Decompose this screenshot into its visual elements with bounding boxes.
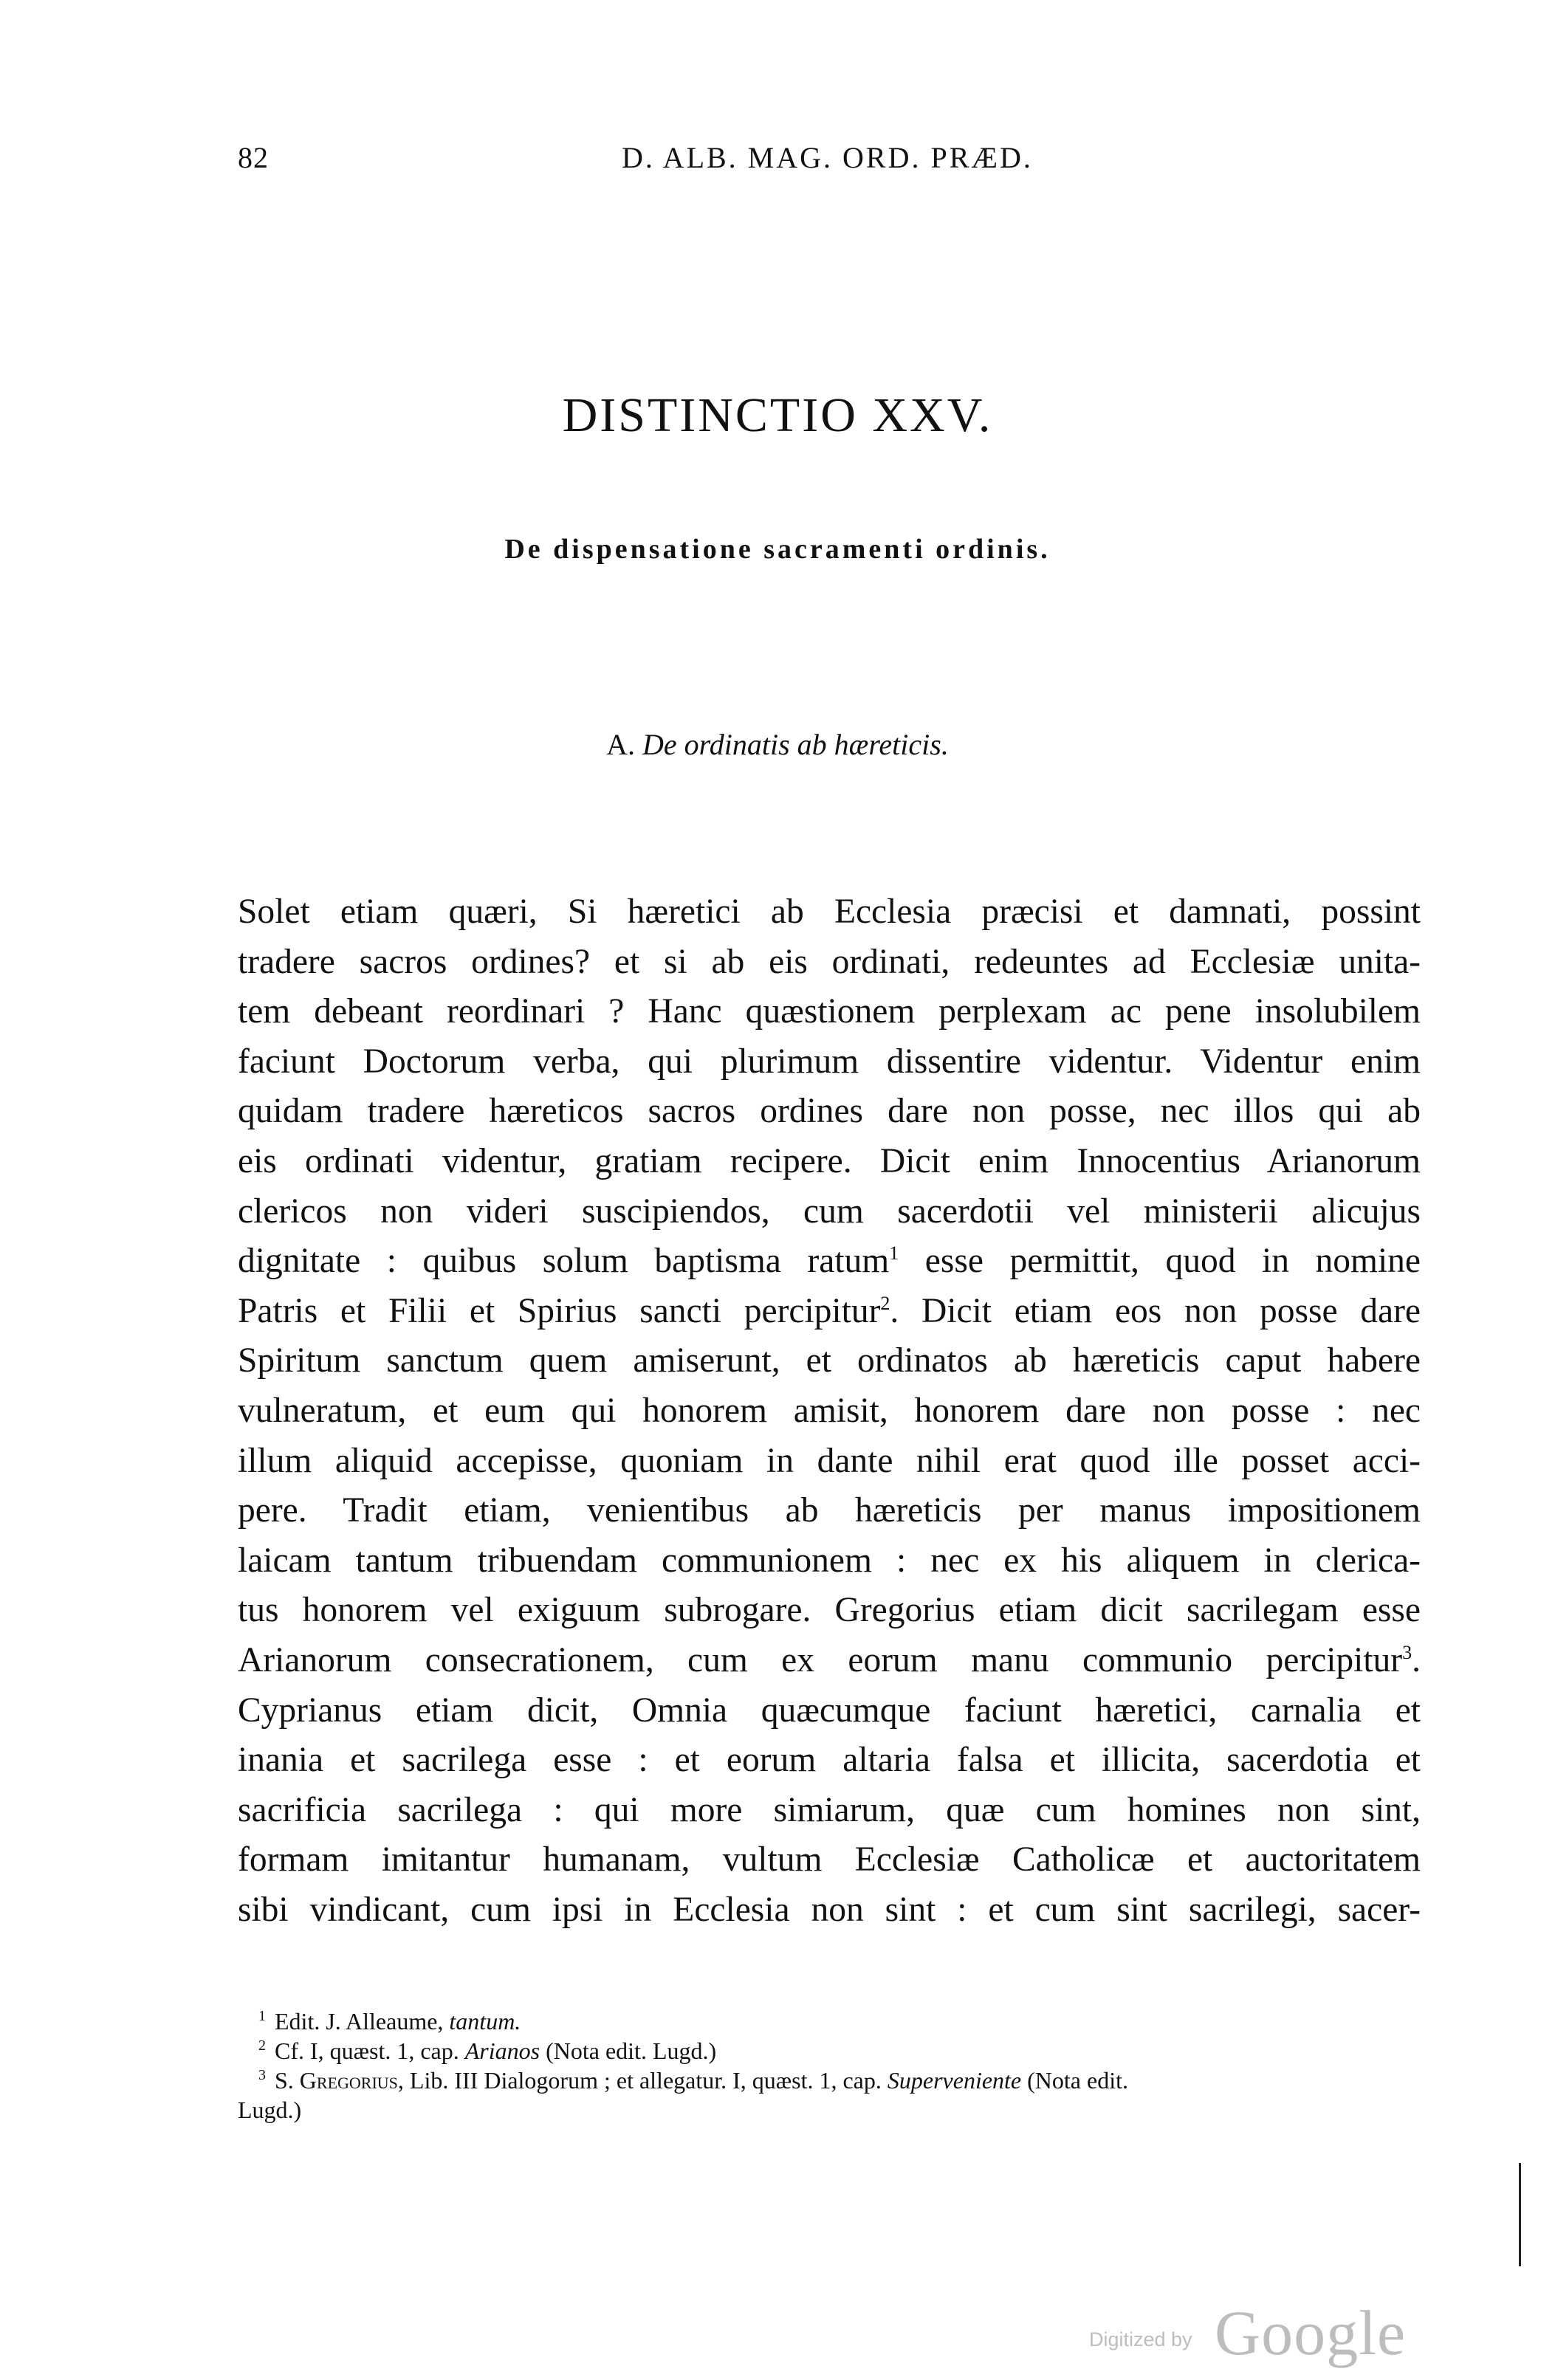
chapter-subtitle: De dispensatione sacramenti ordinis.	[504, 534, 1051, 565]
text-line: clericos non videri suscipiendos, cum sacerdotii vel ministerii alicujus	[238, 1191, 1421, 1231]
footnote-1	[238, 2006, 1421, 2036]
text-line: inania et sacrilega esse : et eorum altaria falsa et illicita, sacerdotia et	[238, 1741, 1421, 1780]
text-line: pere. Tradit etiam, venientibus ab hæreticis per manus impositionem	[238, 1491, 1421, 1530]
text-line: eis ordinati videntur, gratiam recipere. Dicit enim Innocentius Arianorum	[238, 1141, 1421, 1180]
footnote-text: Cf. I, quæst. 1, cap.	[275, 2037, 465, 2064]
scan-edge-mark	[1519, 2163, 1521, 2266]
text-segment: Patris et Filii et Spirius sancti percipitur	[238, 1291, 881, 1330]
text-line: illum aliquid accepisse, quoniam in dante nihil erat quod ille posset acci-	[238, 1441, 1421, 1480]
digitization-watermark	[1089, 2296, 1407, 2368]
footnotes	[238, 2006, 1421, 2125]
text-segment: Arianorum consecrationem, cum ex eorum manu communio percipitur	[238, 1640, 1403, 1679]
text-segment: dignitate : quibus solum baptisma ratum	[238, 1242, 890, 1281]
text-segment: . Dicit etiam eos non posse dare	[890, 1291, 1421, 1330]
watermark-prefix: Digitized by	[1089, 2328, 1192, 2350]
section-title: De ordinatis ab hæreticis.	[642, 728, 949, 761]
section-letter: A.	[606, 728, 636, 761]
text-line	[238, 1237, 1421, 1287]
running-title: D. ALB. MAG. ORD. PRÆD.	[622, 141, 1033, 174]
footnote-italic: tantum.	[449, 2008, 521, 2035]
section-heading	[0, 727, 1555, 762]
text-line	[238, 1287, 1421, 1337]
footnote-text: S.	[275, 2067, 300, 2094]
text-line: tradere sacros ordines? et si ab eis ordinati, redeuntes ad Ecclesiæ unita-	[238, 942, 1421, 981]
text-line: laicam tantum tribuendam communionem : nec ex his aliquem in clerica-	[238, 1541, 1421, 1580]
footnote-text: Edit. J. Alleaume,	[275, 2008, 450, 2035]
running-head	[238, 140, 1444, 185]
google-logo: Google	[1215, 2297, 1407, 2368]
footnote-3	[238, 2066, 1421, 2095]
body-text	[238, 887, 1421, 1935]
text-line	[238, 1636, 1421, 1686]
footnote-italic: Superveniente	[887, 2067, 1022, 2094]
footnote-text: (Nota edit.	[1021, 2067, 1128, 2094]
text-line: faciunt Doctorum verba, qui plurimum dissentire videntur. Videntur enim	[238, 1042, 1421, 1081]
footnote-3-continuation: Lugd.)	[238, 2097, 302, 2123]
footnote-mark: 2	[258, 2037, 266, 2054]
text-line: Cyprianus etiam dicit, Omnia quæcumque faciunt hæretici, carnalia et	[238, 1691, 1421, 1730]
note-reference: 2	[880, 1292, 890, 1314]
text-segment: .	[1412, 1640, 1421, 1679]
footnote-2	[238, 2036, 1421, 2066]
text-segment: esse permittit, quod in nomine	[924, 1242, 1421, 1281]
footnote-mark: 1	[258, 2008, 266, 2025]
text-line: sacrificia sacrilega : qui more simiarum, quæ cum homines non sint,	[238, 1790, 1421, 1829]
footnote-author: Gregorius	[299, 2067, 398, 2094]
text-line: quidam tradere hæreticos sacros ordines dare non posse, nec illos qui ab	[238, 1092, 1421, 1131]
note-reference: 1	[889, 1242, 899, 1265]
text-line: tem debeant reordinari ? Hanc quæstionem perplexam ac pene insolubilem	[238, 992, 1421, 1031]
footnote-italic: Arianos	[464, 2037, 540, 2064]
text-line: Solet etiam quæri, Si hæretici ab Ecclesia præcisi et damnati, possint	[238, 892, 1421, 931]
note-reference: 3	[1402, 1642, 1412, 1664]
text-line: Spiritum sanctum quem amiserunt, et ordinatos ab hæreticis caput habere	[238, 1341, 1421, 1380]
footnote-mark: 3	[258, 2067, 266, 2084]
text-line: formam imitantur humanam, vultum Ecclesiæ Catholicæ et auctoritatem	[238, 1840, 1421, 1879]
text-line: tus honorem vel exiguum subrogare. Gregorius etiam dicit sacrilegam esse	[238, 1591, 1421, 1630]
page-number: 82	[238, 141, 269, 174]
text-line: sibi vindicant, cum ipsi in Ecclesia non sint : et cum sint sacrilegi, sacer-	[238, 1890, 1421, 1929]
footnote-text: , Lib. III Dialogorum ; et allegatur. I, quæst. 1, cap.	[397, 2067, 888, 2094]
footnote-text: (Nota edit. Lugd.)	[540, 2037, 717, 2064]
text-line: vulneratum, et eum qui honorem amisit, honorem dare non posse : nec	[238, 1391, 1421, 1430]
chapter-title: DISTINCTIO XXV.	[562, 388, 993, 442]
